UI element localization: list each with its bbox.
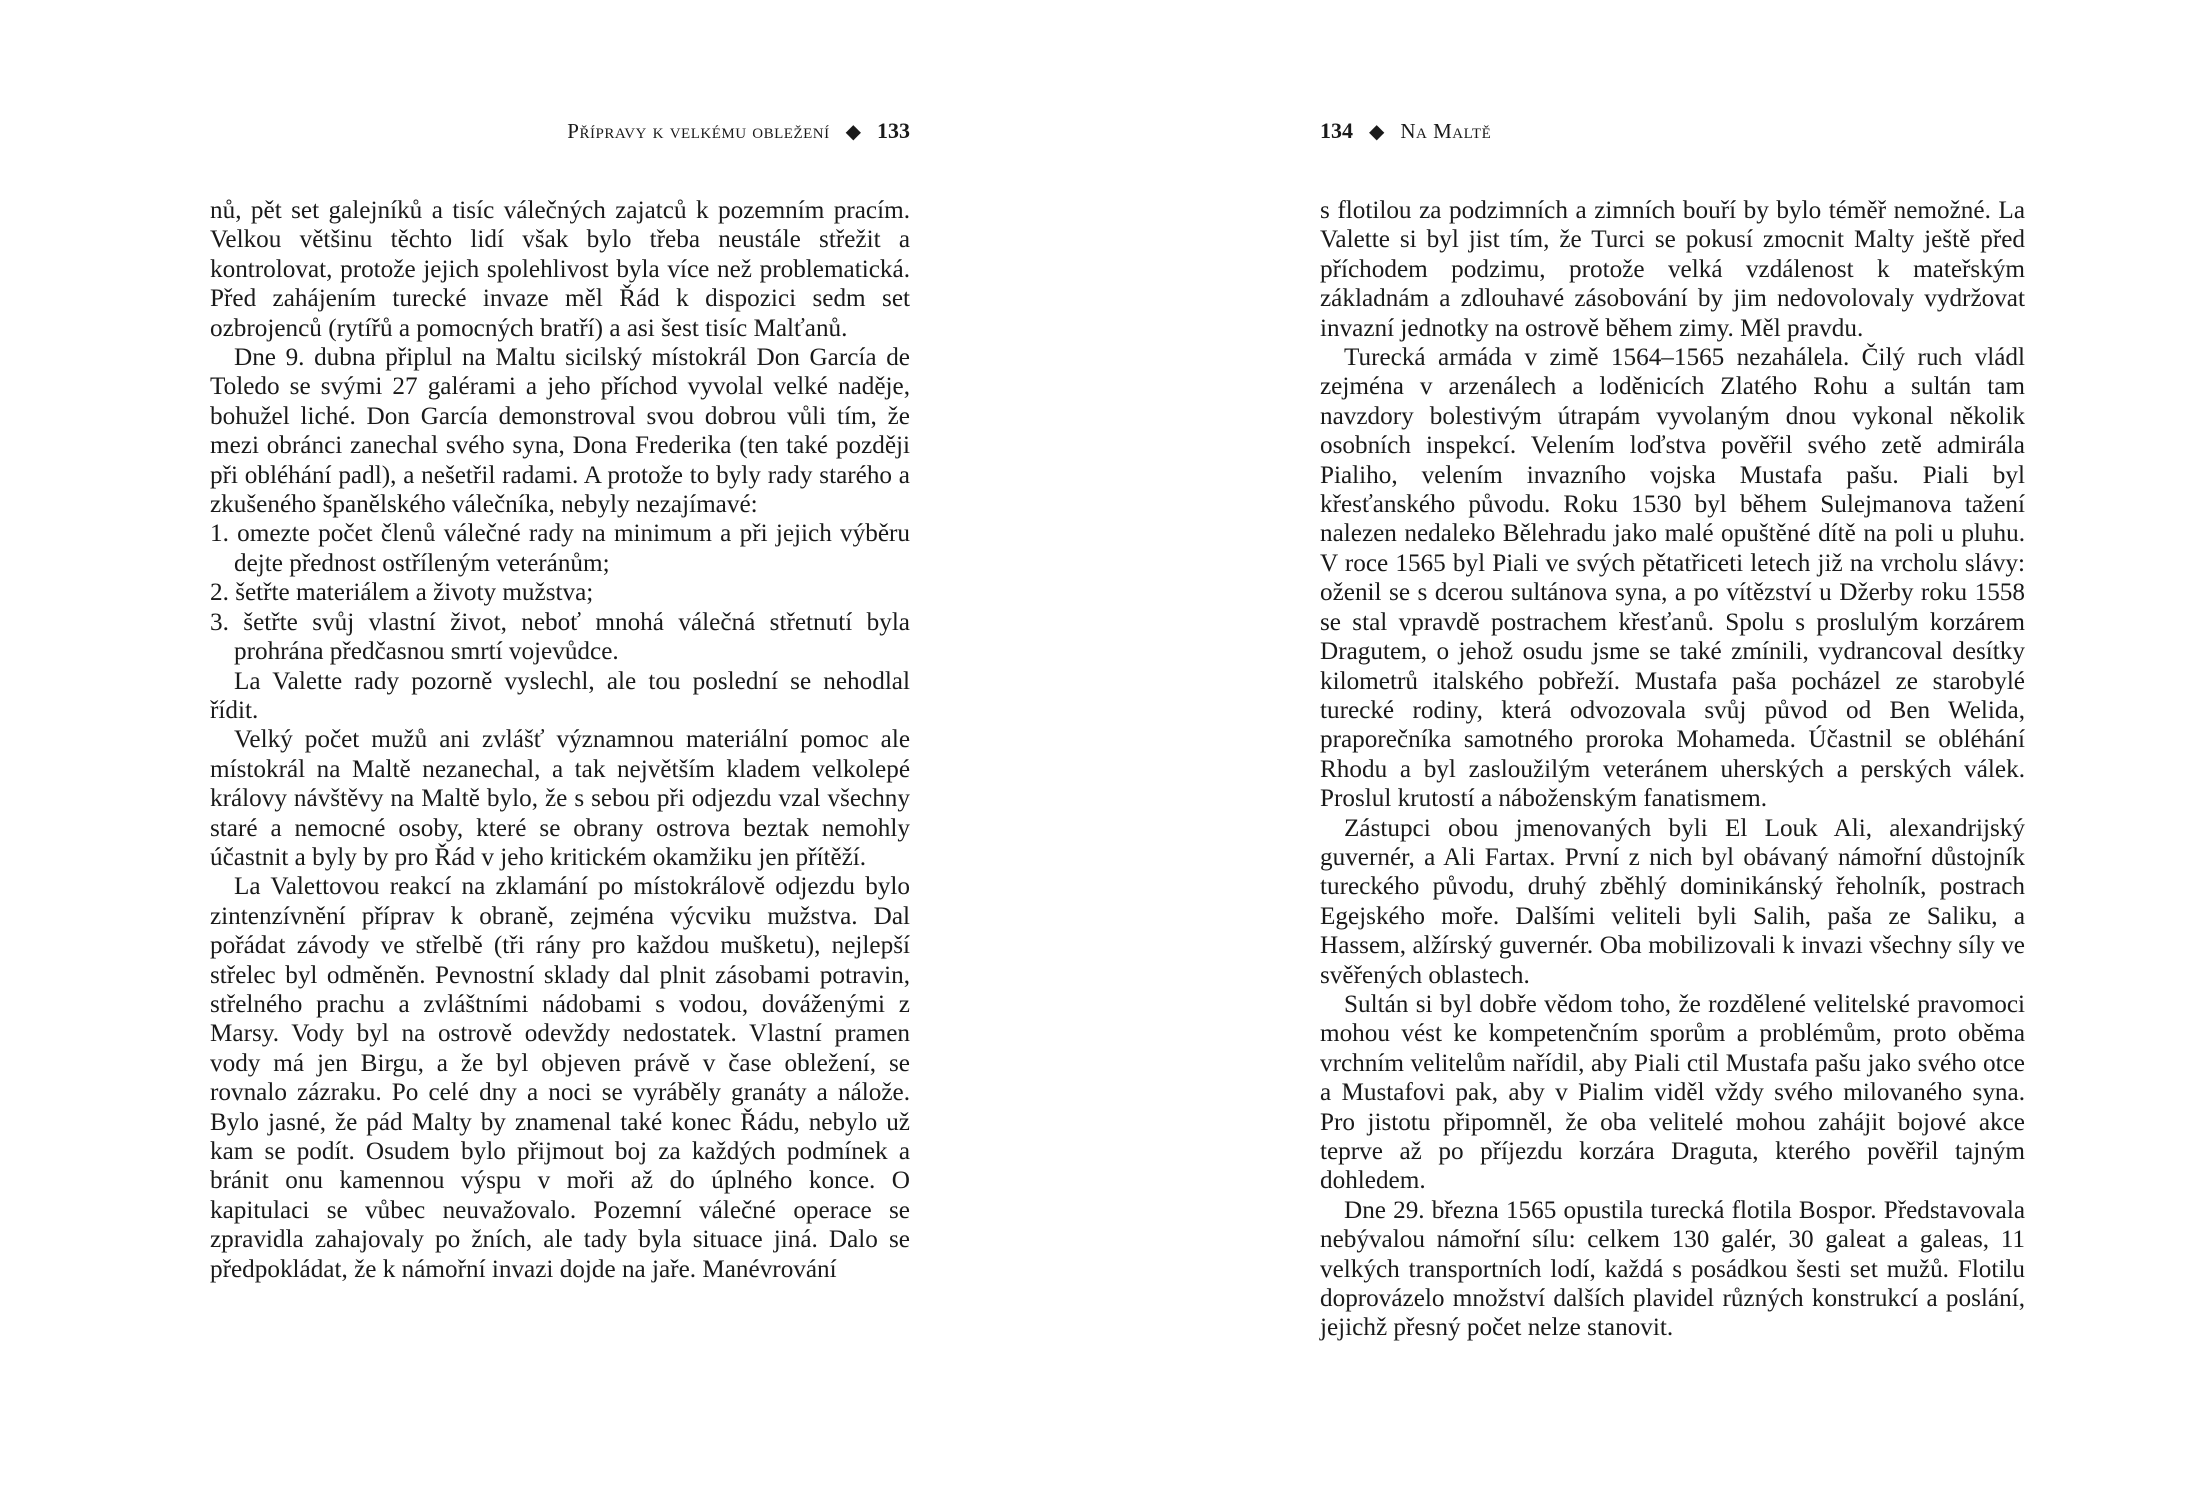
paragraph: nů, pět set galejníků a tisíc válečných zajatců k pozemním pracím. Velkou většinu těchto lidí však bylo třeba neustále střežit a kontrolovat, protože jejich spolehlivost byla více než problematická. Před zahájením turecké invaze měl Řád k dispozici sedm set ozbrojenců (rytířů a pomocných bratří) a asi šest tisíc Malťanů. <box>210 197 910 342</box>
paragraph: Dne 9. dubna připlul na Maltu sicilský místokrál Don García de Toledo se svými 27 galérami a jeho příchod vyvolal velké naděje, bohužel liché. Don García demonstroval svou dobrou vůli tím, že mezi obránci zanechal svého syna, Dona Frederika (ten také později při obléhání padl), a nešetřil radami. A protože to byly rady starého a zkušeného španělského válečníka, nebyly nezajímavé: <box>210 344 910 519</box>
left-page-body <box>210 196 910 1284</box>
right-page <box>1320 0 2025 1500</box>
paragraph: Sultán si byl dobře vědom toho, že rozdělené velitelské pravomoci mohou vést ke kompetenčním sporům a problémům, proto oběma vrchním velitelům nařídil, aby Piali ctil Mustafa pašu jako svého otce a Mustafovi pak, aby v Pialim viděl vždy svého milovaného syna. Pro jistotu připomněl, že oba velitelé mohou zahájit bojové akce teprve až po příjezdu korzára Draguta, kterého pověřil tajným dohledem. <box>1320 990 2025 1195</box>
page-number: 133 <box>877 118 910 143</box>
paragraph: Dne 29. března 1565 opustila turecká flotila Bospor. Představovala nebývalou námořní sílu: celkem 130 galér, 30 galeat a galeas, 11 velkých transportních lodí, každá s posádkou šesti set mužů. Flotilu doprovázelo množství dalších plavidel různých konstrukcí a poslání, jejichž přesný počet nelze stanovit. <box>1320 1196 2025 1342</box>
right-page-header <box>1320 118 2025 144</box>
right-page-body <box>1320 196 2025 1343</box>
diamond-ornament-icon: ◆ <box>845 120 861 143</box>
list-item: 1. omezte počet členů válečné rady na minimum a při jejich výběru dejte přednost ostříleným veteránům; <box>210 520 910 577</box>
running-title: Na Maltě <box>1400 118 1492 143</box>
paragraph: Velký počet mužů ani zvlášť významnou materiální pomoc ale místokrál na Maltě nezanechal, a tak největším kladem velkolepé královy návštěvy na Maltě bylo, že s sebou při odjezdu vzal všechny staré a nemocné osoby, které se obrany ostrova beztak nemohly účastnit a byly by pro Řád v jeho kritickém okamžiku jen přítěží. <box>210 726 910 871</box>
page-number: 134 <box>1320 118 1353 143</box>
list-item: 3. šetřte svůj vlastní život, neboť mnohá válečná střetnutí byla prohrána předčasnou smrtí vojevůdce. <box>210 608 910 666</box>
list-item: 2. šetřte materiálem a životy mužstva; <box>210 579 594 607</box>
paragraph: Zástupci obou jmenovaných byli El Louk Ali, alexandrijský guvernér, a Ali Fartax. První z nich byl obávaný námořní důstojník tureckého původu, druhý zběhlý dominikánský řeholník, postrach Egejského moře. Dalšími veliteli byli Salih, paša ze Saliku, a Hassem, alžírský guvernér. Oba mobilizovali k invazi všechny síly ve svěřených oblastech. <box>1320 814 2025 989</box>
paragraph: La Valette rady pozorně vyslechl, ale tou poslední se nehodlal řídit. <box>210 667 910 724</box>
diamond-ornament-icon: ◆ <box>1369 120 1385 143</box>
left-page <box>210 0 910 1500</box>
paragraph: Turecká armáda v zimě 1564–1565 nezahálela. Čilý ruch vládl zejména v arzenálech a loděnicích Zlatého Rohu a sultán tam navzdory bolestivým útrapám vyvolaným dnou vykonal několik osobních inspekcí. Velením loďstva pověřil svého zetě admirála Pialiho, velením invazního vojska Mustafa pašu. Piali byl křesťanského původu. Roku 1530 byl během Sulejmanova tažení nalezen nedaleko Bělehradu jako malé opuštěné dítě na poli u pluhu. V roce 1565 byl Piali ve svých pětatřiceti letech již na vrcholu slávy: oženil se s dcerou sultánova syna, a po vítězství u Džerby roku 1558 se stal vpravdě postrachem křesťanů. Spolu s proslulým korzárem Dragutem, o jehož osudu jsme se také zmínili, vydrancoval desítky kilometrů italského pobřeží. Mustafa paša pocházel ze starobylé turecké rodiny, která odvozovala svůj původ od Ben Welida, praporečníka samotného proroka Mohameda. Účastnil se obléhání Rhodu a byl zasloužilým veteránem uherských a perských válek. Proslul krutostí a náboženským fanatismem. <box>1320 344 2025 813</box>
left-page-header <box>210 118 910 144</box>
paragraph: s flotilou za podzimních a zimních bouří by bylo téměř nemožné. La Valette si byl jist tím, že Turci se pokusí zmocnit Malty ještě před příchodem podzimu, protože velká vzdálenost k mateřským základnám a zdlouhavé zásobování by jim nedovolovaly vydržovat invazní jednotky na ostrově během zimy. Měl pravdu. <box>1320 197 2025 342</box>
advice-list <box>210 519 910 666</box>
paragraph: La Valettovou reakcí na zklamání po místokrálově odjezdu bylo zintenzívnění příprav k obraně, zejména výcviku mužstva. Dal pořádat závody ve střelbě (tři rány pro každou mušketu), nejlepší střelec byl odměněn. Pevnostní sklady dal plnit zásobami potravin, střelného prachu a zvláštními nádobami s vodou, dováženými z Marsy. Vody byl na ostrově odevždy nedostatek. Vlastní pramen vody má jen Birgu, a že byl objeven právě v čase obležení, se rovnalo zázraku. Po celé dny a noci se vyráběly granáty a nálože. Bylo jasné, že pád Malty by znamenal také konec Řádu, nebylo už kam se podít. Osudem bylo přijmout boj za každých podmínek a bránit onu kamennou výspu v moři až do úplného konce. O kapitulaci se vůbec neuvažovalo. Pozemní válečné operace se zpravidla zahajovaly po žních, ale tady byla situace jiná. Dalo se předpokládat, že k námořní invazi dojde na jaře. Manévrování <box>210 873 910 1283</box>
running-title: Přípravy k velkému obležení <box>567 118 830 143</box>
